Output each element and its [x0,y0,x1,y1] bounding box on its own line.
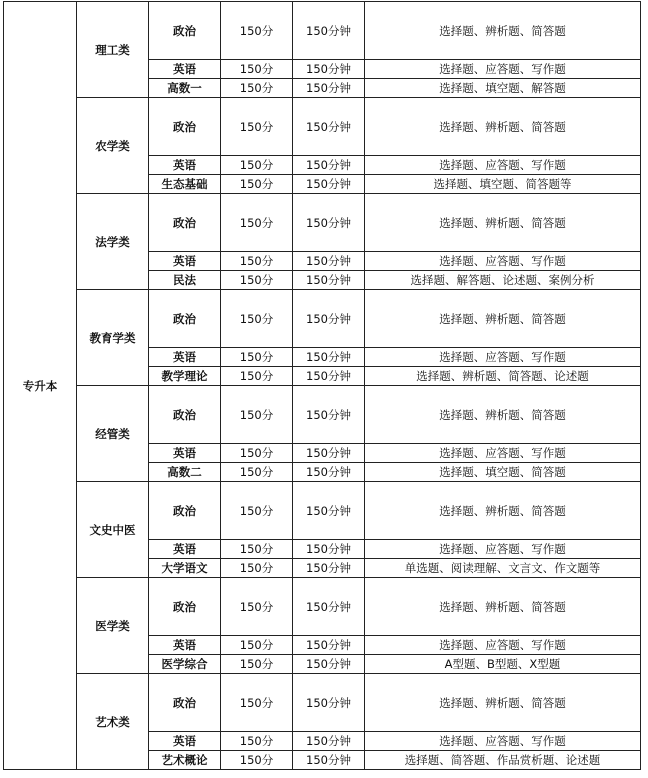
duration-cell: 150分钟 [293,578,365,636]
question-types-cell: 选择题、辨析题、简答题 [365,290,641,348]
category-cell: 艺术类 [77,674,149,770]
question-types-cell: 单选题、阅读理解、文言文、作文题等 [365,559,641,578]
subject-cell: 大学语文 [149,559,221,578]
score-cell: 150分 [221,252,293,271]
question-types-cell: 选择题、辨析题、简答题 [365,578,641,636]
question-types-cell: 选择题、辨析题、简答题 [365,98,641,156]
question-types-cell: 选择题、填空题、简答题等 [365,175,641,194]
subject-cell: 高数二 [149,463,221,482]
question-types-cell: 选择题、简答题、作品赏析题、论述题 [365,751,641,770]
duration-cell: 150分钟 [293,156,365,175]
score-cell: 150分 [221,60,293,79]
score-cell: 150分 [221,156,293,175]
score-cell: 150分 [221,348,293,367]
exam-subjects-table [3,1,641,770]
question-types-cell: 选择题、应答题、写作题 [365,732,641,751]
table-row [4,290,641,348]
subject-cell: 英语 [149,60,221,79]
table-row [4,482,641,540]
duration-cell: 150分钟 [293,252,365,271]
question-types-cell: 选择题、应答题、写作题 [365,636,641,655]
score-cell: 150分 [221,463,293,482]
duration-cell: 150分钟 [293,674,365,732]
subject-cell: 政治 [149,194,221,252]
subject-cell: 政治 [149,290,221,348]
subject-cell: 政治 [149,98,221,156]
subject-cell: 英语 [149,348,221,367]
score-cell: 150分 [221,482,293,540]
question-types-cell: 选择题、辨析题、简答题 [365,2,641,60]
subject-cell: 英语 [149,540,221,559]
category-cell: 经管类 [77,386,149,482]
duration-cell: 150分钟 [293,732,365,751]
category-cell: 法学类 [77,194,149,290]
duration-cell: 150分钟 [293,175,365,194]
subject-cell: 艺术概论 [149,751,221,770]
duration-cell: 150分钟 [293,482,365,540]
duration-cell: 150分钟 [293,559,365,578]
score-cell: 150分 [221,98,293,156]
duration-cell: 150分钟 [293,367,365,386]
score-cell: 150分 [221,271,293,290]
question-types-cell: 选择题、应答题、写作题 [365,444,641,463]
duration-cell: 150分钟 [293,636,365,655]
subject-cell: 英语 [149,156,221,175]
category-cell: 文史中医 [77,482,149,578]
subject-cell: 政治 [149,482,221,540]
subject-cell: 政治 [149,578,221,636]
duration-cell: 150分钟 [293,348,365,367]
subject-cell: 政治 [149,2,221,60]
question-types-cell: 选择题、应答题、写作题 [365,540,641,559]
subject-cell: 高数一 [149,79,221,98]
question-types-cell: 选择题、应答题、写作题 [365,156,641,175]
score-cell: 150分 [221,444,293,463]
table-body [4,2,641,770]
level-cell: 专升本 [4,2,77,770]
score-cell: 150分 [221,559,293,578]
table-row [4,98,641,156]
duration-cell: 150分钟 [293,194,365,252]
subject-cell: 政治 [149,674,221,732]
question-types-cell: 选择题、辨析题、简答题 [365,674,641,732]
score-cell: 150分 [221,79,293,98]
table-row [4,674,641,732]
table-row [4,194,641,252]
score-cell: 150分 [221,194,293,252]
subject-cell: 英语 [149,444,221,463]
duration-cell: 150分钟 [293,271,365,290]
question-types-cell: 选择题、辨析题、简答题 [365,482,641,540]
subject-cell: 英语 [149,732,221,751]
question-types-cell: 选择题、辨析题、简答题 [365,194,641,252]
score-cell: 150分 [221,367,293,386]
category-cell: 农学类 [77,98,149,194]
duration-cell: 150分钟 [293,98,365,156]
duration-cell: 150分钟 [293,2,365,60]
table-row [4,386,641,444]
duration-cell: 150分钟 [293,79,365,98]
table-row [4,2,641,60]
duration-cell: 150分钟 [293,655,365,674]
score-cell: 150分 [221,732,293,751]
question-types-cell: 选择题、填空题、解答题 [365,79,641,98]
question-types-cell: 选择题、应答题、写作题 [365,348,641,367]
table-row [4,578,641,636]
score-cell: 150分 [221,636,293,655]
duration-cell: 150分钟 [293,751,365,770]
subject-cell: 英语 [149,636,221,655]
score-cell: 150分 [221,175,293,194]
duration-cell: 150分钟 [293,60,365,79]
duration-cell: 150分钟 [293,540,365,559]
subject-cell: 政治 [149,386,221,444]
category-cell: 教育学类 [77,290,149,386]
score-cell: 150分 [221,751,293,770]
category-cell: 医学类 [77,578,149,674]
question-types-cell: 选择题、应答题、写作题 [365,252,641,271]
score-cell: 150分 [221,290,293,348]
subject-cell: 生态基础 [149,175,221,194]
score-cell: 150分 [221,674,293,732]
category-cell: 理工类 [77,2,149,98]
duration-cell: 150分钟 [293,386,365,444]
question-types-cell: 选择题、应答题、写作题 [365,60,641,79]
question-types-cell: 选择题、辨析题、简答题 [365,386,641,444]
subject-cell: 英语 [149,252,221,271]
subject-cell: 民法 [149,271,221,290]
duration-cell: 150分钟 [293,463,365,482]
question-types-cell: 选择题、解答题、论述题、案例分析 [365,271,641,290]
duration-cell: 150分钟 [293,290,365,348]
score-cell: 150分 [221,386,293,444]
subject-cell: 医学综合 [149,655,221,674]
score-cell: 150分 [221,540,293,559]
subject-cell: 教学理论 [149,367,221,386]
question-types-cell: 选择题、填空题、简答题 [365,463,641,482]
score-cell: 150分 [221,2,293,60]
question-types-cell: 选择题、辨析题、简答题、论述题 [365,367,641,386]
duration-cell: 150分钟 [293,444,365,463]
score-cell: 150分 [221,578,293,636]
question-types-cell: A型题、B型题、X型题 [365,655,641,674]
score-cell: 150分 [221,655,293,674]
